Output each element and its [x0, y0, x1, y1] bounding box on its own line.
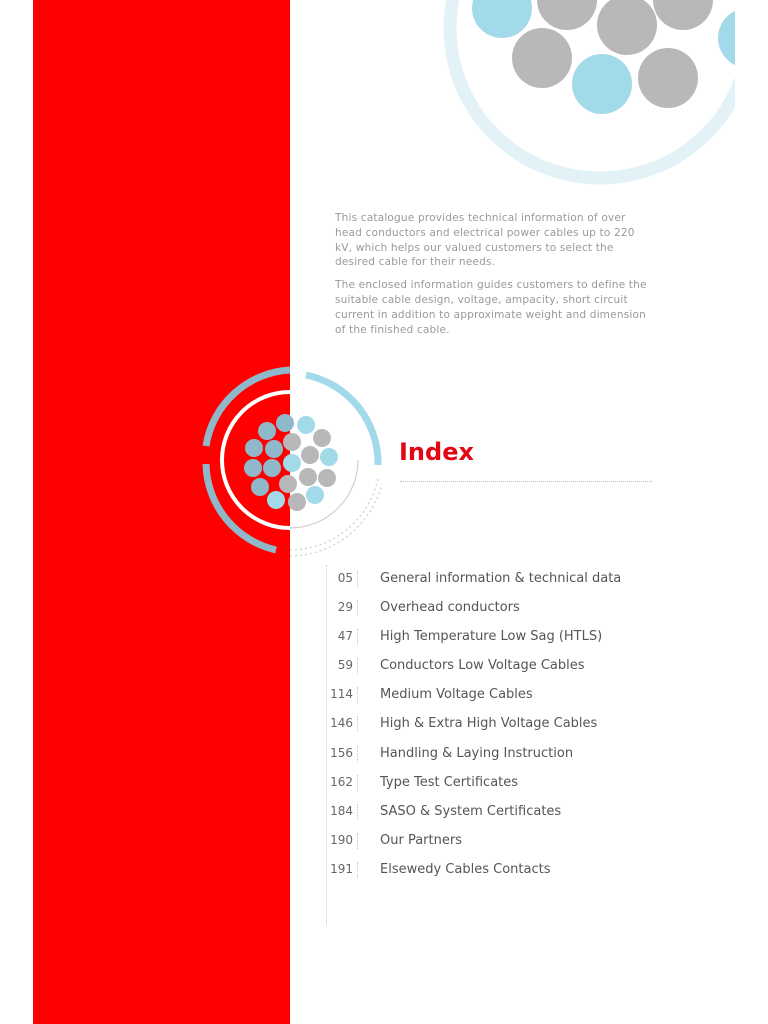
title-divider	[400, 481, 652, 482]
index-entry-page: 29	[337, 600, 353, 615]
index-entry-label: SASO & System Certificates	[380, 803, 562, 819]
index-entry-separator	[357, 658, 358, 674]
index-entry-separator	[357, 687, 358, 703]
index-entry-label: High & Extra High Voltage Cables	[380, 716, 598, 732]
index-entry-page: 191	[330, 861, 353, 876]
index-entry-label: Elsewedy Cables Contacts	[380, 861, 551, 877]
index-entry-page: 190	[330, 832, 353, 847]
index-entry-separator	[357, 862, 358, 878]
cable-emblem-graphic	[190, 360, 400, 570]
index-entry-label: General information & technical data	[380, 571, 622, 586]
index-entry-separator	[357, 629, 358, 645]
index-entry-page: 162	[330, 774, 353, 789]
index-entry[interactable]	[325, 569, 685, 598]
index-entry-separator	[357, 833, 358, 849]
cable-cross-section-graphic	[0, 0, 768, 200]
index-entry[interactable]	[325, 831, 685, 860]
index-entry-page: 146	[330, 716, 353, 731]
index-list	[325, 569, 685, 889]
index-entry-page: 156	[330, 745, 353, 760]
index-entry-label: High Temperature Low Sag (HTLS)	[380, 629, 603, 645]
index-entry-page: 47	[337, 629, 353, 644]
index-entry-label: Our Partners	[380, 832, 462, 848]
index-entry-page: 05	[337, 571, 353, 585]
index-entry[interactable]	[325, 656, 685, 685]
index-entry-separator	[357, 775, 358, 791]
index-entry-separator	[357, 804, 358, 820]
index-entry-page: 59	[337, 658, 353, 673]
index-entry-label: Overhead conductors	[380, 600, 520, 616]
index-entry[interactable]	[325, 802, 685, 831]
index-entry[interactable]	[325, 598, 685, 627]
index-entry[interactable]	[325, 860, 685, 889]
index-entry-page: 184	[330, 803, 353, 818]
index-entry[interactable]	[325, 714, 685, 743]
intro-paragraph-2: The enclosed information guides customers to define the suitable cable design, voltage, ampacity, short circuit current in addition to approximate weight and dimension of the finished cable.	[335, 279, 647, 336]
intro-paragraph-1: This catalogue provides technical information of over head conductors and electrical power cables up to 220 kV, which helps our valued customers to select the desired cable for their needs.	[335, 212, 635, 269]
index-entry-label: Conductors Low Voltage Cables	[380, 658, 585, 674]
index-entry-page: 114	[330, 687, 353, 702]
index-entry[interactable]	[325, 773, 685, 802]
index-title: Index	[399, 438, 474, 466]
index-entry[interactable]	[325, 685, 685, 714]
index-entry-separator	[357, 746, 358, 762]
index-entry-separator	[357, 716, 358, 732]
index-entry-label: Type Test Certificates	[380, 774, 519, 790]
index-entry-separator	[357, 571, 358, 587]
index-entry[interactable]	[325, 744, 685, 773]
index-entry-separator	[357, 600, 358, 616]
index-entry-label: Handling & Laying Instruction	[380, 745, 574, 761]
index-entry[interactable]	[325, 627, 685, 656]
index-entry-label: Medium Voltage Cables	[380, 687, 533, 703]
intro-text	[335, 211, 655, 345]
